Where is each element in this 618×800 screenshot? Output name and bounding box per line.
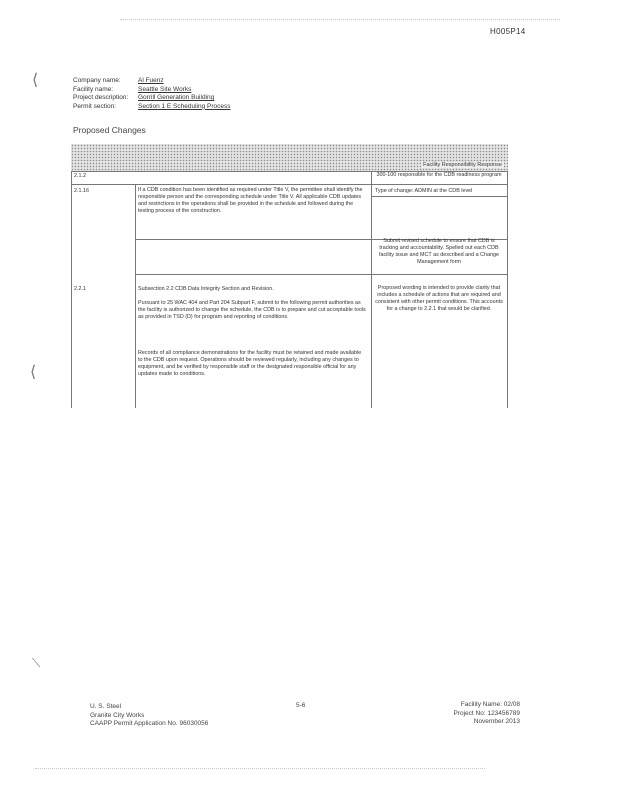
permit-metadata xyxy=(73,77,231,111)
scan-noise-bottom xyxy=(35,768,485,769)
meta-row xyxy=(73,103,231,112)
table-border-left xyxy=(71,171,72,408)
scan-mark-icon: ⟍ xyxy=(32,656,41,670)
row-divider xyxy=(371,196,508,197)
meta-row xyxy=(73,94,231,103)
meta-value: Al Fuenz xyxy=(138,77,164,84)
response-text: Type of change: ADMIN at the CDB level xyxy=(375,188,473,194)
page-number: 5-6 xyxy=(296,702,306,709)
footer-line: U. S. Steel xyxy=(90,703,122,710)
column-divider xyxy=(371,171,372,408)
table-border-right xyxy=(507,171,508,408)
bates-number: H005P14 xyxy=(490,27,526,36)
response-text: Proposed wording is intended to provide clarity that includes a schedule of actions that are required and consistent with other permit conditions. This accounts for a change to 2.2.1 that would be clarified. xyxy=(375,285,503,312)
meta-row xyxy=(73,86,231,95)
footer-line: Project No: 123456789 xyxy=(453,709,520,717)
column-header-response: Facility Responsibility Response xyxy=(423,162,502,168)
meta-label: Facility name: xyxy=(73,85,114,93)
meta-value: Section 1 E Scheduling Process xyxy=(138,102,231,110)
response-text: 300-100 responsible for the CDB readiness program xyxy=(376,172,502,178)
change-text: Pursuant to 25 WAC 404 and Part 204 Subpart F, submit to the following permit authorities as the facility is authorized to change the schedule, the CDB is to prepare and cut acceptable tools as provided in TSD (D) for program and reporting of conditions. xyxy=(138,300,366,320)
column-divider xyxy=(135,184,136,408)
change-text: Records of all compliance demonstrations for the facility must be retained and made available to the CDB upon request. Operations should be reviewed regularly, including any changes to equipment, and be verified by responsible staff or the designated responsible official for any updates made to conditions. xyxy=(138,350,362,377)
change-text: If a CDB condition has been identified as required under Title V, the permittee shall identify the responsible person and the corresponding schedule under Title V. All applicable CDB updates and restrictions in the operations shall be provided in the schedule and followed during the testing process of the construction. xyxy=(138,187,363,214)
row-divider xyxy=(135,274,508,275)
scan-mark-icon: ⟨ xyxy=(30,362,37,381)
change-text: Subsection 2.2 CDB Data Integrity Section and Revision. xyxy=(138,286,274,292)
meta-label: Company name: xyxy=(73,77,121,84)
footer-line: November 2013 xyxy=(473,718,520,726)
scan-noise-top xyxy=(120,19,560,20)
row-ref: 2.1.2 xyxy=(74,173,86,179)
meta-row xyxy=(73,77,231,86)
row-ref: 2.2.1 xyxy=(74,286,86,292)
footer-right xyxy=(400,701,520,727)
meta-value: Gorrill Generation Building xyxy=(138,94,215,102)
meta-label: Project description: xyxy=(73,94,129,102)
meta-value: Seattle Site Works xyxy=(138,85,192,93)
section-title: Proposed Changes xyxy=(73,125,146,135)
footer-line: CAAPP Permit Application No. 96030056 xyxy=(90,720,209,728)
footer-line: Granite City Works xyxy=(90,711,145,719)
table-header-row xyxy=(71,144,508,172)
row-divider xyxy=(71,184,508,185)
proposed-changes-table xyxy=(71,144,508,408)
footer-left xyxy=(90,703,208,729)
response-text: Submit revised schedule to ensure that CDB is tracking and accountability. Spelled out each CDB facility issue and MCT as described and a Change Management form xyxy=(378,238,500,265)
meta-label: Permit section: xyxy=(73,102,116,110)
row-ref: 2.1.16 xyxy=(74,188,89,194)
footer-line: Facility Name: 02/08 xyxy=(460,701,520,708)
scan-mark-icon: ⟨ xyxy=(32,70,39,89)
